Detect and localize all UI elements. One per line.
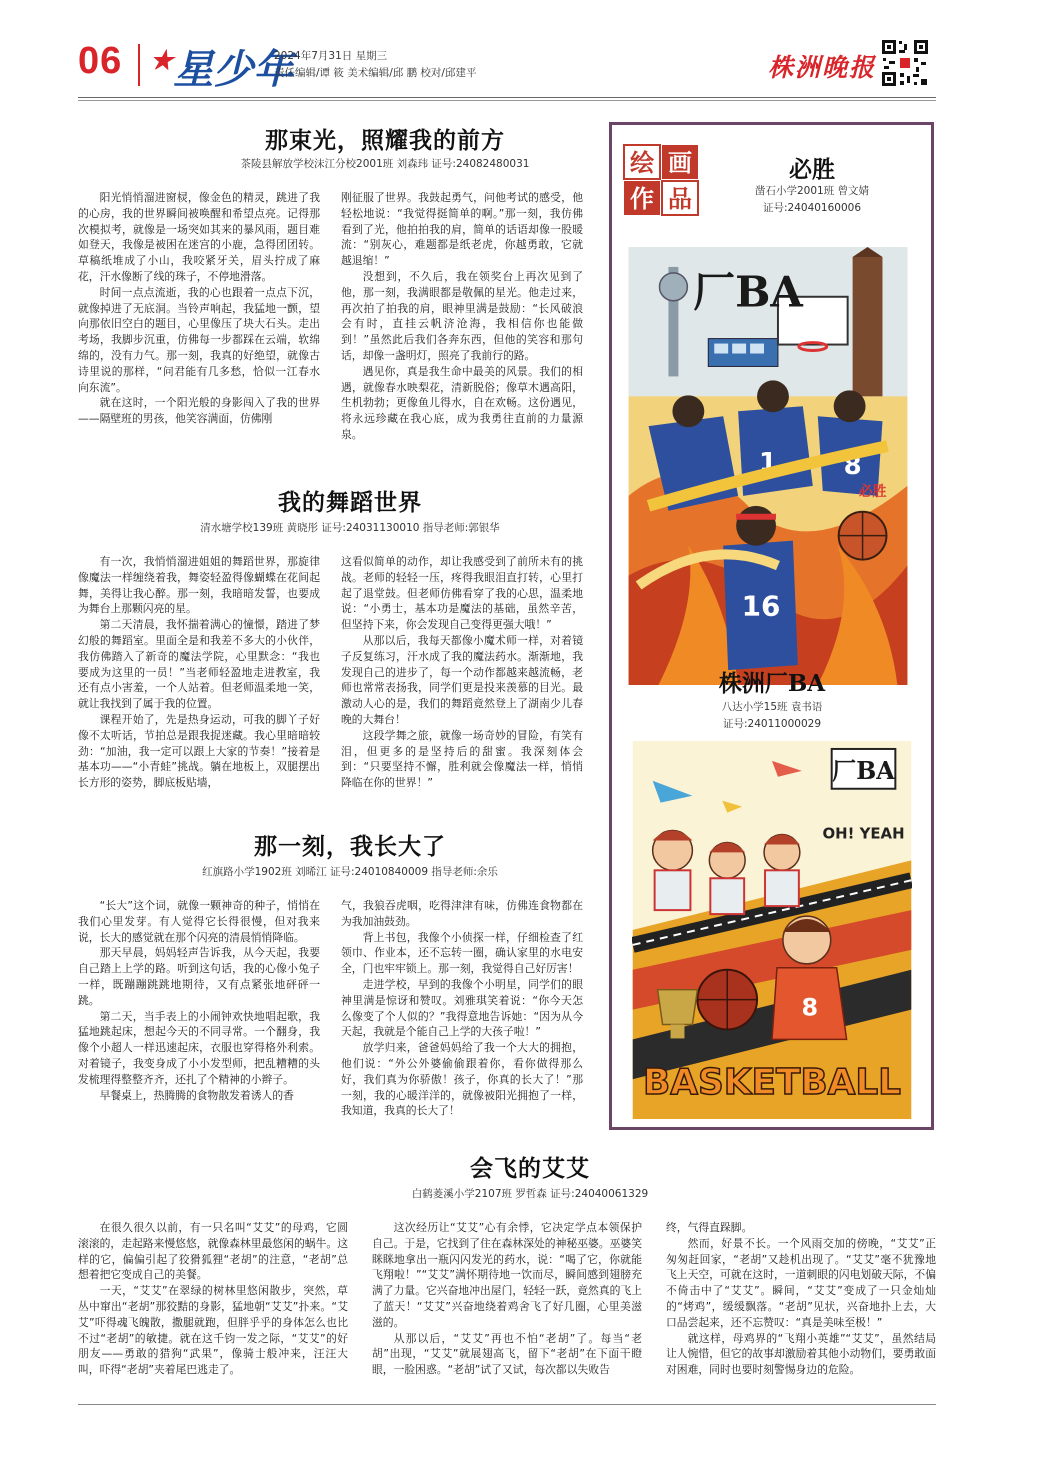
article-column: [341, 190, 583, 443]
article-column: [341, 554, 583, 791]
issue-date: 2024年7月31日 星期三: [274, 50, 388, 62]
article-column: [78, 1220, 348, 1378]
article-paragraph: 从那以后，我每天都像小魔术师一样，对着镜子反复练习，汗水成了我的魔法药水。渐渐地，我发现自己的进步了，每一个动作都越来越流畅，老师也常常表扬我，同学们更是投来羡慕的目光。最激动人心的是，我们的舞蹈竟然登上了湖南少儿春晚的大舞台！: [341, 633, 583, 726]
article-dance: [120, 484, 580, 544]
article-column: [666, 1220, 936, 1378]
article-paragraph: 就在这时，一个阳光般的身影闯入了我的世界——隔壁班的男孩，他笑容满面，仿佛刚: [78, 396, 320, 426]
page-header: [78, 38, 948, 98]
art-works-panel: [609, 122, 934, 1130]
painting-works-badge: [620, 141, 702, 219]
artwork-title: 必胜: [789, 156, 835, 183]
jersey-number: 8: [801, 993, 819, 1022]
article-paragraph: 没想到，不久后，我在领奖台上再次见到了他，那一刻，我满眼都是敬佩的星光。他走过来，再次拍了拍我的肩，眼神里满是鼓励：“长风破浪会有时，直挂云帆济沧海，我相信你也能做到！”虽然此后我们各奔东西，但他的笑容和那句话，却像一盏明灯，照亮了我前行的路。: [341, 269, 583, 362]
article-paragraph: 在很久很久以前，有一只名叫“艾艾”的母鸡，它圆滚滚的，走起路来慢悠悠，就像森林里最悠闲的蜗牛。这样的它，偏偏引起了狡猾狐狸“老胡”的注意，“老胡”总想着把它变成自己的美餐。: [78, 1221, 348, 1282]
article-paragraph: 阳光悄悄溜进窗棂，像金色的精灵，跳进了我的心房，我的世界瞬间被唤醒和希望点亮。记得那次模拟考，就像是一场突如其来的暴风雨，题目难如登天，我像是被困在迷宫的小鹿，急得团团转。草稿纸堆成了小山，我咬紧牙关，眉头拧成了麻花，汗水像断了线的珠子，不停地滑落。: [78, 191, 320, 283]
page-number: 06: [78, 40, 123, 82]
painting-slogan: 必胜: [858, 483, 887, 500]
badge-char: 作: [630, 184, 654, 213]
article-paragraph: 早餐桌上，热腾腾的食物散发着诱人的香: [99, 1088, 294, 1102]
article-byline: 红旗路小学1902班 刘晞江 证号:24010840009 指导老师:余乐: [202, 866, 498, 878]
badge-char: 绘: [630, 148, 654, 177]
header-meta: [274, 48, 476, 82]
badge-char: 画: [668, 148, 692, 177]
article-column: [341, 898, 583, 1119]
star-icon: ★: [150, 46, 174, 76]
article-paragraph: 从那以后，“艾艾”再也不怕“老胡”了。每当“老胡”出现，“艾艾”就展翅高飞，留下“老胡”在下面干瞪眼，一脸困惑。“老胡”试了又试，每次都以失败告: [372, 1331, 642, 1377]
article-title: 我的舞蹈世界: [278, 489, 422, 516]
article-paragraph: 就这样，母鸡界的“飞翔小英雄”“艾艾”，虽然结局让人惋惜，但它的故事却激励着其他小动物们，要勇敢面对困难，同时也要时刻警惕身边的危险。: [666, 1331, 936, 1377]
article-paragraph: 课程开始了，先是热身运动，可我的脚丫子好像不太听话，节拍总是跟我捉迷藏。我心里暗暗较劲：“加油，我一定可以跟上大家的节奏！”接着是基本功——“小青蛙”挑战。躺在地板上，双腿摆出长方形的姿势，脚底板贴墙，: [78, 712, 320, 790]
article-title: 那一刻，我长大了: [254, 833, 446, 860]
article-paragraph: 有一次，我悄悄溜进姐姐的舞蹈世界，那旋律像魔法一样缠绕着我，舞姿轻盈得像蝴蝶在花间起舞，美得让我心醉。那一刻，我暗暗发誓，也要成为舞台上那颗闪亮的星。: [78, 555, 320, 616]
header-divider: [138, 44, 140, 86]
jersey-number: 1: [758, 447, 778, 478]
article-byline: 茶陵县解放学校沫江分校2001班 刘森玮 证号:24082480031: [240, 158, 530, 170]
article-paragraph: 背上书包，我像个小侦探一样，仔细检查了红领巾、作业本，还不忘转一圈，确认家里的水电安全，门也牢牢锁上。那一刻，我觉得自己好厉害！: [341, 930, 583, 976]
article-title: 那束光，照耀我的前方: [265, 127, 505, 154]
article-paragraph: 一天，“艾艾”在翠绿的树林里悠闲散步，突然，草丛中窜出“老胡”那狡黠的身影，猛地朝“艾艾”扑来。“艾艾”吓得魂飞魄散，撒腿就跑，但胖乎乎的身体怎么也比不过“老胡”的敏捷。就在这千钧一发之际，“艾艾”的好朋友——勇敢的猎狗“武果”，像骑士般冲来，汪汪大叫，吓得“老胡”夹着尾巴逃走了。: [78, 1284, 348, 1377]
article-paragraph: 然而，好景不长。一个风雨交加的傍晚，“艾艾”正匆匆赶回家，“老胡”又趁机出现了。“艾艾”毫不犹豫地飞上天空，可就在这时，一道刺眼的闪电划破天际，不偏不倚击中了“艾艾”。瞬间，“艾艾”变成了一只金灿灿的“烤鸡”，缓缓飘落。“老胡”见状，兴奋地扑上去，大口品尝起来，还不忘赞叹：“真是美味至极！”: [666, 1236, 936, 1329]
painting-bisheng: [627, 247, 909, 685]
article-paragraph: 这次经历让“艾艾”心有余悸，它决定学点本领保护自己。于是，它找到了住在森林深处的神秘巫婆。巫婆笑眯眯地拿出一瓶闪闪发光的药水，说：“喝了它，你就能飞翔啦！”“艾艾”满怀期待地一饮而尽，瞬间感到翅膀充满了力量。它兴奋地冲出屋门，轻轻一跃，竟然真的飞上了蓝天！“艾艾”兴奋地绕着鸡舍飞了好几圈，心里美滋滋的。: [372, 1221, 642, 1329]
article-byline: 清水塘学校139班 黄晓彤 证号:24031130010 指导老师:郭银华: [200, 522, 500, 534]
header-rule: [78, 97, 936, 98]
article-paragraph: 放学归来，爸爸妈妈给了我一个大大的拥抱，他们说：“外公外婆偷偷跟着你，看你做得那么好，我们真为你骄傲！孩子，你真的长大了！”那一刻，我的心暖洋洋的，就像被阳光拥抱了一样，我知道，我真的长大了！: [341, 1041, 583, 1118]
artwork-title: 株洲厂BA: [718, 670, 826, 697]
article-title: 会飞的艾艾: [470, 1155, 590, 1182]
painting-banner: 厂BA: [832, 756, 895, 785]
article-column: [78, 898, 320, 1103]
article-byline: 白鹤菱溪小学2107班 罗哲森 证号:24040061329: [411, 1188, 649, 1200]
painting-bottom-word: BASKETBALL: [643, 1062, 901, 1104]
jersey-number: 8: [843, 450, 862, 481]
footer-rule: [78, 1404, 936, 1405]
article-paragraph: 走进学校，早到的我像个小明星，同学们的眼神里满是惊讶和赞叹。刘雅琪笑着说：“你今天怎么像变了个人似的？”我得意地告诉她：“因为从今天起，我就是个能自己上学的大孩子啦！”: [341, 977, 583, 1039]
article-column: [78, 190, 320, 427]
painting-exclaim: OH! YEAH: [822, 824, 905, 843]
article-paragraph: 第二天清晨，我怀揣着满心的憧憬，踏进了梦幻般的舞蹈室。里面全是和我差不多大的小伙伴，我仿佛踏入了新奇的魔法学院，心里默念：“我也要成为这里的一员！”当老师轻盈地走进教室，我还有点小害羞，一个人站着。但老师温柔地一笑，就让我找到了属于我的位置。: [78, 618, 320, 711]
article-paragraph: 第二天，当手表上的小闹钟欢快地唱起歌，我猛地跳起床，想起今天的不同寻常。一个翻身，我像个小超人一样迅速起床，衣服也穿得格外利索。对着镜子，我变身成了小小发型师，把乱糟糟的头发梳理得整整齐齐，还扎了个精神的小辫子。: [78, 1009, 320, 1086]
painting-zhuzhou-cba: [632, 741, 912, 1119]
article-paragraph: 时间一点点流逝，我的心也跟着一点点下沉，就像掉进了无底洞。当铃声响起，我猛地一颤，望向那依旧空白的题目，心里像压了块大石头。走出考场，我脚步沉重，仿佛每一步都踩在云端，软绵绵的，没有力气。那一刻，我真的好绝望，就像古诗里说的那样，“问君能有几多愁，恰似一江春水向东流”。: [78, 285, 320, 394]
article-column: [372, 1220, 642, 1378]
article-grow-up: [120, 828, 580, 888]
article-paragraph: “长大”这个词，就像一颗神奇的种子，悄悄在我们心里发芽。有人觉得它长得很慢，但对我来说，长大的感觉就在那个闪亮的清晨悄悄降临。: [78, 899, 320, 944]
article-paragraph: 终，气得直跺脚。: [666, 1221, 753, 1234]
jersey-number: 16: [741, 589, 781, 623]
article-column: [78, 554, 320, 791]
article-paragraph: 那天早晨，妈妈轻声告诉我，从今天起，我要自己踏上上学的路。听到这句话，我的心像小兔子一样，既蹦蹦跳跳地期待，又有点紧张地砰砰一跳。: [78, 946, 320, 1007]
article-paragraph: 气，我狼吞虎咽，吃得津津有味，仿佛连食物都在为我加油鼓劲。: [341, 899, 583, 928]
article-paragraph: 这段学舞之旅，就像一场奇妙的冒险，有笑有泪，但更多的是坚持后的甜蜜。我深刻体会到：“只要坚持不懈，胜利就会像魔法一样，悄悄降临在你的世界！”: [341, 728, 583, 790]
article-paragraph: 遇见你，真是我生命中最美的风景。我们的相遇，就像春水映梨花，清新脱俗；像草木遇高阳，生机勃勃；更像鱼儿得水，自在欢畅。这份遇见，将永远珍藏在我心底，成为我勇往直前的力量源泉。: [341, 364, 583, 441]
editors-line: 责任编辑/谭 筱 美术编辑/邱 鹏 校对/邱建平: [274, 67, 477, 79]
article-paragraph: 这看似简单的动作，却让我感受到了前所未有的挑战。老师的轻轻一压，疼得我眼泪直打转，心里打起了退堂鼓。但老师仿佛看穿了我的心思，温柔地说：“小勇士，基本功是魔法的基础，虽然辛苦，但坚持下来，你会发现自己变得更强大哦！”: [341, 555, 583, 632]
header-rule-thin: [78, 100, 936, 101]
artwork-cert: 证号:24011000029: [722, 718, 822, 730]
artwork-cert: 证号:24040160006: [762, 202, 862, 214]
section-logo: [150, 38, 293, 95]
article-flying-hen: [300, 1150, 760, 1210]
badge-char: 品: [668, 184, 692, 213]
article-paragraph: 刚征服了世界。我鼓起勇气，问他考试的感受，他轻松地说：“我觉得挺简单的啊。”那一刻，我仿佛看到了光，他拍拍我的肩，简单的话语却像一股暖流：“别灰心，难题都是纸老虎，你越勇敢，它就越退缩！”: [341, 191, 583, 268]
section-name: 星少年: [173, 46, 294, 93]
newspaper-logo: 株洲晚报: [768, 53, 877, 82]
artwork-author: 凿石小学2001班 曾文婧: [754, 185, 870, 197]
painting-banner: 厂BA: [693, 267, 803, 317]
qr-code-icon: [880, 38, 930, 88]
artwork-author: 八达小学15班 袁书语: [721, 701, 823, 713]
